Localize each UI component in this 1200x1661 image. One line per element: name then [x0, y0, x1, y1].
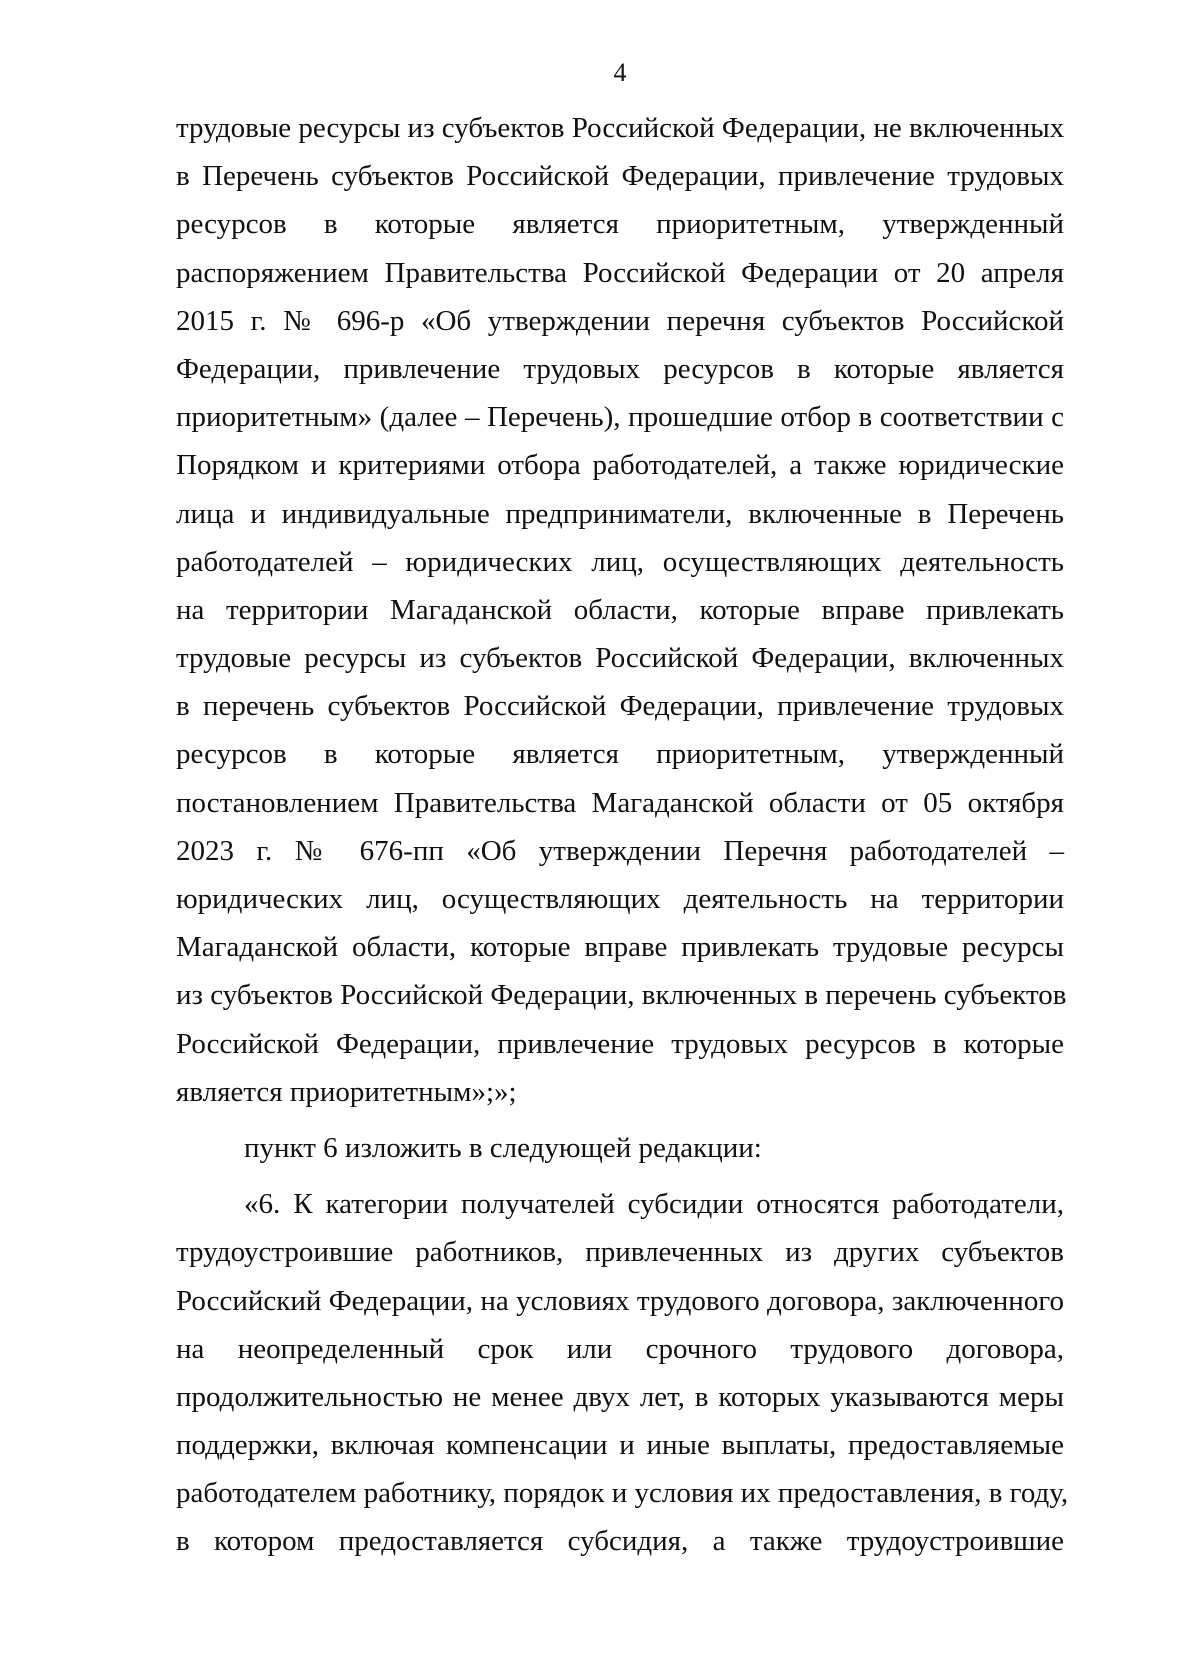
text-line: ресурсов в которые является приоритетным, утвержденный — [176, 208, 1064, 241]
page-number: 4 — [613, 58, 627, 87]
text-line: в котором предоставляется субсидия, а также трудоустроившие — [176, 1525, 1064, 1558]
text-line: распоряжением Правительства Российской Федерации от 20 апреля — [176, 256, 1064, 289]
text-line: лица и индивидуальные предприниматели, включенные в Перечень — [176, 497, 1064, 530]
text-line: «6. К категории получателей субсидии относятся работодатели, — [244, 1188, 1064, 1221]
text-line: на территории Магаданской области, которые вправе привлекать — [176, 593, 1064, 626]
text-line: юридических лиц, осуществляющих деятельность на территории — [176, 883, 1064, 915]
text-line: поддержки, включая компенсации и иные выплаты, предоставляемые — [176, 1429, 1064, 1462]
text-line: Российской Федерации, привлечение трудовых ресурсов в которые — [176, 1027, 1064, 1060]
text-line: трудоустроившие работников, привлеченных из других субъектов — [176, 1236, 1064, 1269]
text-line: ресурсов в которые является приоритетным, утвержденный — [176, 738, 1064, 771]
text-line: Порядком и критериями отбора работодателей, а также юридические — [176, 449, 1064, 482]
paragraph-gap — [176, 1116, 1064, 1124]
text-line: приоритетным» (далее – Перечень), прошедшие отбор в соответствии с — [176, 401, 1064, 434]
text-line: постановлением Правительства Магаданской области от 05 октября — [176, 786, 1064, 819]
text-line: трудовые ресурсы из субъектов Российской Федерации, включенных — [176, 642, 1064, 675]
text-line: работодателем работнику, порядок и условия их предоставления, в году, — [176, 1477, 1069, 1510]
paragraph-p2 — [176, 1124, 1064, 1172]
text-line: Российский Федерации, на условиях трудового договора, заключенного — [176, 1284, 1064, 1317]
text-line: в перечень субъектов Российской Федерации, привлечение трудовых — [176, 690, 1064, 723]
text-line: на неопределенный срок или срочного трудового договора, — [176, 1332, 1064, 1365]
text-line: является приоритетным»;»; — [176, 1075, 517, 1108]
text-line: Магаданской области, которые вправе привлекать трудовые ресурсы — [176, 931, 1064, 964]
paragraph-p1 — [176, 104, 1067, 1116]
text-line: Федерации, привлечение трудовых ресурсов в которые является — [176, 352, 1064, 385]
text-line: 2023 г. № 676-пп «Об утверждении Перечня работодателей – — [176, 834, 1064, 867]
paragraph-p3 — [176, 1180, 1069, 1566]
text-line: продолжительностью не менее двух лет, в которых указываются меры — [176, 1380, 1064, 1413]
text-line: работодателей – юридических лиц, осуществляющих деятельность — [176, 545, 1064, 578]
text-line: пункт 6 изложить в следующей редакции: — [244, 1131, 762, 1164]
text-line: 2015 г. № 696-р «Об утверждении перечня субъектов Российской — [176, 304, 1064, 337]
document-body — [176, 104, 1069, 1566]
text-line: из субъектов Российской Федерации, включенных в перечень субъектов — [176, 979, 1067, 1012]
text-line: трудовые ресурсы из субъектов Российской Федерации, не включенных — [176, 112, 1065, 144]
text-line: в Перечень субъектов Российской Федерации, привлечение трудовых — [176, 160, 1064, 193]
paragraph-gap — [176, 1172, 1064, 1180]
